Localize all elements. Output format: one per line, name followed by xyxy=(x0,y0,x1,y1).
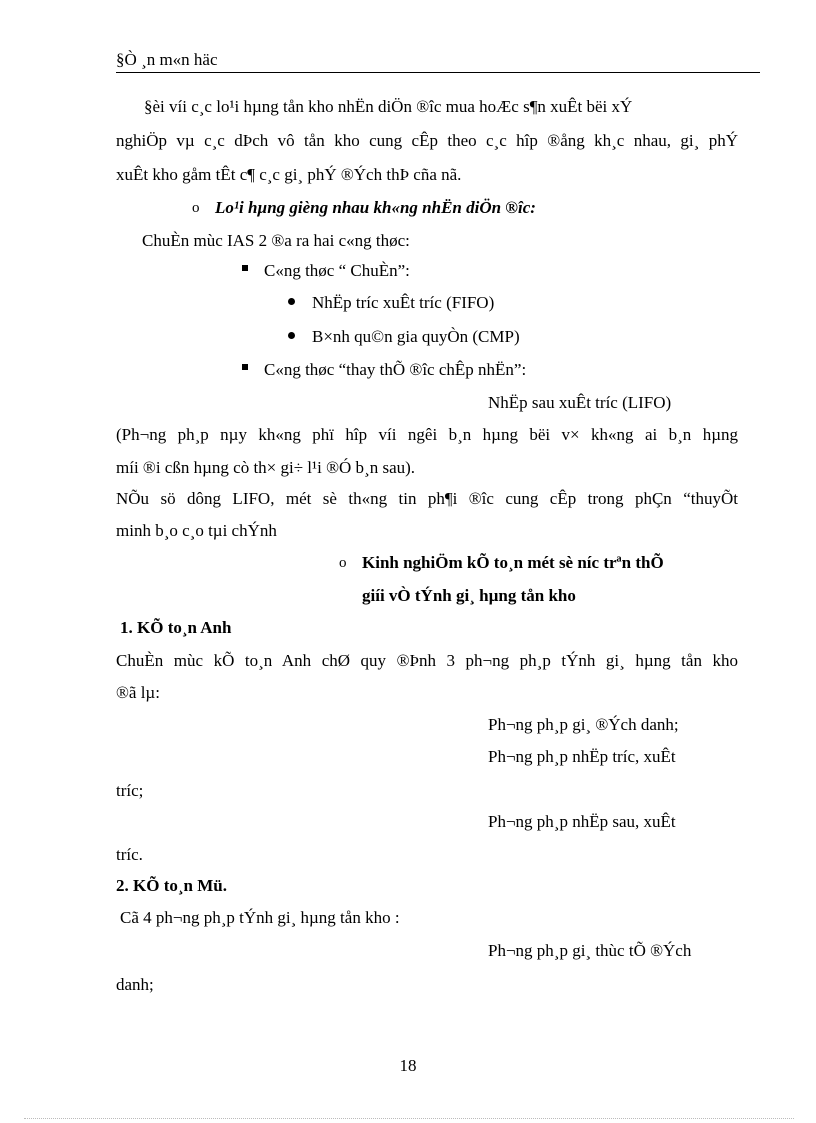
heading-intl-experience-2: giíi vÒ tÝnh gi¸ hµng tån kho xyxy=(362,586,576,605)
us-method-specific-line2: danh; xyxy=(116,975,154,994)
header-title: §Ò ¸n m«n häc xyxy=(116,50,218,69)
para1-line3: xuÊt kho gåm tÊt c¶ c¸c gi¸ phÝ ®Ých thÞ cña nã. xyxy=(116,165,462,184)
method-fifo: NhËp tríc xuÊt tríc (FIFO) xyxy=(312,293,495,312)
dot-bullet-icon xyxy=(288,298,295,305)
section-uk-title: 1. KÕ to¸n Anh xyxy=(120,618,232,637)
uk-para-line1: ChuÈn mùc kÕ to¸n Anh chØ quy ®Þnh 3 ph¬ng ph¸p tÝnh gi¸ hµng tån kho xyxy=(116,651,738,670)
uk-method-fifo-line2: tríc; xyxy=(116,781,144,800)
ias2-line: ChuÈn mùc IAS 2 ®a ra hai c«ng thøc: xyxy=(142,231,410,250)
page-number: 18 xyxy=(399,1056,417,1075)
formula-standard: C«ng thøc “ ChuÈn”: xyxy=(264,261,410,280)
uk-method-lifo-line2: tríc. xyxy=(116,845,143,864)
uk-method-specific: Ph¬ng ph¸p gi¸ ®Ých danh; xyxy=(488,715,679,734)
section-us-title: 2. KÕ to¸n Mü. xyxy=(116,876,227,895)
heading-similar-goods: Lo¹i hµng gièng nhau kh«ng nhËn diÖn ®îc: xyxy=(215,198,536,217)
square-bullet-icon xyxy=(242,364,248,370)
heading-intl-experience-1: Kinh nghiÖm kÕ to¸n mét sè níc trªn thÕ xyxy=(362,553,664,572)
para3-line1: NÕu sö dông LIFO, mét sè th«ng tin ph¶i ®îc cung cÊp trong phÇn “thuyÕt xyxy=(116,489,738,508)
method-lifo: NhËp sau xuÊt tríc (LIFO) xyxy=(488,393,672,412)
para2-line1: (Ph¬ng ph¸p nµy kh«ng phï hîp víi ngêi b¸n hµng bëi v× kh«ng ai b¸n hµng xyxy=(116,425,738,444)
uk-method-lifo-line1: Ph¬ng ph¸p nhËp sau, xuÊt xyxy=(488,812,676,831)
para2-line2: míi ®i cßn hµng cò th× gi÷ l¹i ®Ó b¸n sau). xyxy=(116,458,416,477)
uk-para-line2: ®ã lµ: xyxy=(116,683,160,702)
para1-line1: §èi víi c¸c lo¹i hµng tån kho nhËn diÖn ®îc mua hoÆc s¶n xuÊt bëi xÝ xyxy=(144,97,633,116)
method-cmp: B×nh qu©n gia quyÒn (CMP) xyxy=(312,327,520,346)
footer-divider xyxy=(24,1118,794,1119)
formula-alternative: C«ng thøc “thay thÕ ®îc chÊp nhËn”: xyxy=(264,360,527,379)
circle-bullet-icon: o xyxy=(339,555,347,571)
page-header xyxy=(116,48,760,73)
circle-bullet-icon: o xyxy=(192,200,200,216)
us-method-specific-line1: Ph¬ng ph¸p gi¸ thùc tÕ ®Ých xyxy=(488,941,692,960)
dot-bullet-icon xyxy=(288,332,295,339)
para1-line2: nghiÖp vµ c¸c dÞch vô tån kho cung cÊp theo c¸c hîp ®ång kh¸c nhau, gi¸ phÝ xyxy=(116,131,738,150)
square-bullet-icon xyxy=(242,265,248,271)
uk-method-fifo-line1: Ph¬ng ph¸p nhËp tríc, xuÊt xyxy=(488,747,676,766)
para3-line2: minh b¸o c¸o tµi chÝnh xyxy=(116,521,277,540)
us-para: Cã 4 ph¬ng ph¸p tÝnh gi¸ hµng tån kho : xyxy=(120,908,400,927)
